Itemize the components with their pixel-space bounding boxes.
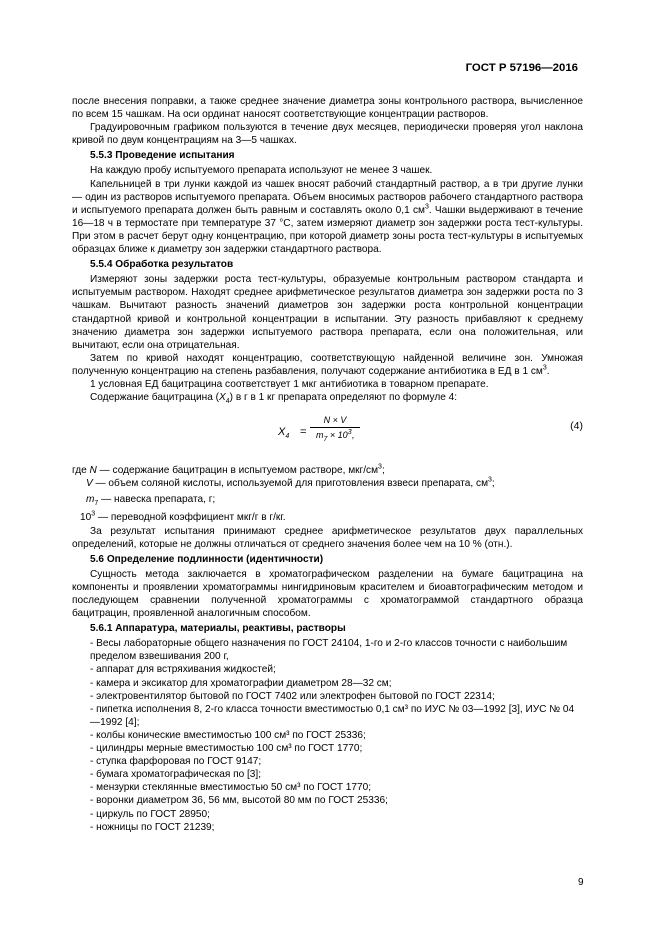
formula-legend: [72, 464, 583, 524]
page-number: 9: [578, 877, 584, 888]
document-code: ГОСТ Р 57196—2016: [465, 62, 578, 74]
legend-item: где N — содержание бацитрацин в испытуемом растворе, мкг/$см^3$;: [72, 463, 385, 477]
list-item: - цилиндры мерные вместимостью 100 см³ по ГОСТ 1770;: [90, 743, 363, 755]
formula-denominator: $m_7 \times 10^3$,: [316, 429, 355, 444]
paragraph: За результат испытания принимают среднее арифметическое результатов двух параллельных определений, которые не должны отличаться от среднего значения более чем на 10 % (отн.).: [72, 525, 583, 550]
formula-lhs: $X_4$: [278, 426, 290, 441]
formula-4: [72, 412, 583, 456]
list-item: - Весы лабораторные общего назначения по ГОСТ 24104, 1-го и 2-го классов точности с наибольшим пределом взвешивания 200 г,: [90, 638, 568, 663]
list-item: - электровентилятор бытовой по ГОСТ 7402 или электрофен бытовой по ГОСТ 22314;: [90, 690, 495, 702]
list-item: - мензурки стеклянные вместимостью 50 см³ по ГОСТ 1770;: [90, 782, 372, 794]
list-item: - камера и эксикатор для хроматографии диаметром 28—32 см;: [90, 677, 392, 689]
list-item: - воронки диаметром 36, 56 мм, высотой 80 мм по ГОСТ 25336;: [90, 795, 388, 807]
paragraph: Затем по кривой находят концентрацию, соответствующую найденной величине зон. Умножая полученную концентрацию на степень разбавления, получают содержание антибиотика в ЕД в 1 $см^3$.: [72, 352, 583, 377]
section-heading-5-5-4: 5.5.4 Обработка результатов: [90, 259, 234, 271]
list-item: - колбы конические вместимостью 100 см³ по ГОСТ 25336;: [90, 729, 366, 741]
formula-number: (4): [570, 420, 583, 433]
formula-numerator: N × V: [310, 414, 360, 428]
paragraph: Измеряют зоны задержки роста тест-культуры, образуемые контрольным раствором стандарта и испытуемым раствором. Находят среднее арифметическое результатов диаметра зон задержки роста по 3 чашкам. Вычитают разность значений диаметров зон задержки роста контрольной концентрации стандартной кривой и контрольной концентрации в испытании. Эту разность прибавляют к среднему значению диаметра зон задержки испытуемого раствора препарата, если она положительная, или вычитают, если она отрицательная.: [72, 274, 583, 351]
legend-item: $10^3$ — переводной коэффициент мкг/г в г/кг.: [80, 511, 286, 524]
paragraph: Капельницей в три лунки каждой из чашек вносят рабочий стандартный раствор, а в три другие лунки — один из растворов испытуемого препарата. Объем вносимых растворов рабочего стандартного раствора и испытуемого препарата должен быть равным и составлять около 0,1 $см^3$. Чашки выдерживают в течение 16—18 ч в термостате при температуре 37 °C, затем измеряют диаметр зон задержки роста тест-культуры. При этом в расчет берут одну концентрацию, при которой диаметр зоны роста тест-культуры в испытуемых образцах ближе к диаметру зон задержки стандартного раствора.: [72, 178, 583, 256]
paragraph: Сущность метода заключается в хроматографическом разделении на бумаге бацитрацина на компоненты и проявлении хроматограммы нингидриновым красителем и биоавтографическим методом и последующем сравнении полученной хроматограммы с хроматограммой стандартного образца бацитрацин, проявленной аналогичным способом.: [72, 568, 583, 620]
legend-item: $m_7$ — навеска препарата, г;: [86, 494, 216, 508]
paragraph: 1 условная ЕД бацитрацина соответствует 1 мкг антибиотика в товарном препарате.: [90, 378, 489, 390]
formula-equals: =: [300, 426, 307, 439]
paragraph: Содержание бацитрацина $(X_4)$ в г в 1 кг препарата определяют по формуле 4:: [90, 392, 458, 406]
list-item: - ступка фарфоровая по ГОСТ 9147;: [90, 756, 262, 768]
section-heading-5-5-3: 5.5.3 Проведение испытания: [90, 150, 235, 162]
list-item: - аппарат для встряхивания жидкостей;: [90, 664, 276, 676]
legend-item: V — объем соляной кислоты, используемой для приготовления взвеси препарата, $см^3$;: [86, 476, 495, 490]
document-body: [72, 95, 583, 834]
paragraph: Градуировочным графиком пользуются в течение двух месяцев, периодически проверяя угол наклона кривой по двум концентрациям на 3—5 чашках.: [72, 122, 583, 147]
list-item: - бумага хроматографическая по [3];: [90, 769, 262, 781]
list-item: - циркуль по ГОСТ 28950;: [90, 808, 210, 820]
formula-fraction: [310, 414, 360, 442]
list-item: - пипетка исполнения 8, 2-го класса точности вместимостью 0,1 см³ по ИУС № 03—1992 [3], ИУС № 04—1992 [4];: [90, 703, 575, 728]
equipment-list: [72, 637, 583, 833]
list-item: - ножницы по ГОСТ 21239;: [90, 821, 215, 833]
paragraph: после внесения поправки, а также среднее значение диаметра зоны контрольного раствора, вычисленное по всем 15 чашкам. На оси ординат наносят соответствующие концентрации растворов.: [72, 96, 583, 121]
paragraph: На каждую пробу испытуемого препарата используют не менее 3 чашек.: [90, 165, 433, 177]
section-heading-5-6-1: 5.6.1 Аппаратура, материалы, реактивы, растворы: [90, 623, 346, 635]
section-heading-5-6: 5.6 Определение подлинности (идентичности): [90, 553, 324, 565]
